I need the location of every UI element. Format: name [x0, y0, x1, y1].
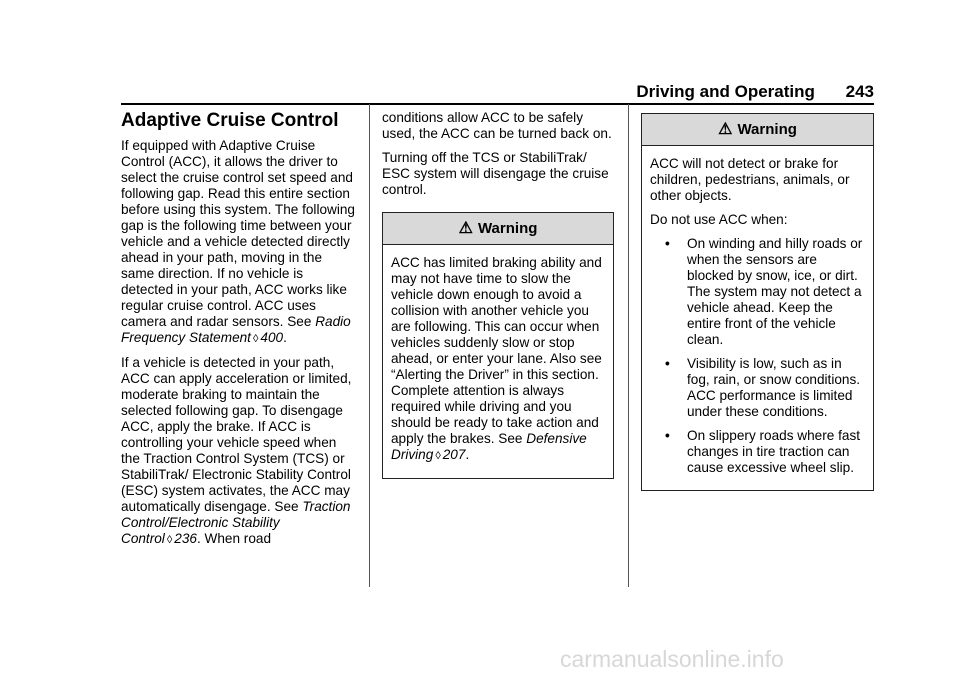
- list-item: • On winding and hilly roads or when the sensors are blocked by snow, ice, or dirt. The system may not detect a vehicle ahead. Keep the entire front of the vehicle clean.: [665, 236, 863, 347]
- warning-box: [641, 113, 874, 491]
- page-reference-icon: ◊: [435, 450, 441, 462]
- warning-text: ACC has limited braking ability and may not have time to slow the vehicle down enough to avoid a collision with another vehicle you are following. This can occur when vehicles suddenly slow or stop ahead, or enter your lane. Also see “Alerting the Driver” in this section. Complete attention is always required while driving and you should be ready to take action and apply the brakes. See Defensive Driving ◊ 207.: [391, 255, 602, 462]
- page-number: 243: [845, 82, 874, 101]
- cross-reference-page[interactable]: 236: [174, 531, 197, 546]
- paragraph: If equipped with Adaptive Cruise Control (ACC), it allows the driver to select the cruise control set speed and following gap. Read this entire section before using this system. The following gap is the following time between your vehicle and a vehicle detected directly ahead in your path, moving in the same direction. If no vehicle is detected in your path, ACC works like regular cruise control. ACC uses camera and radar sensors. See Radio Frequency Statement ◊ 400.: [121, 138, 355, 345]
- warning-title: Warning: [737, 121, 797, 138]
- page-header: [636, 82, 874, 102]
- warning-text: Do not use ACC when:: [650, 212, 788, 227]
- page-reference-icon: ◊: [166, 534, 173, 546]
- warning-triangle-icon: ⚠: [458, 220, 473, 237]
- warning-box: [382, 212, 614, 479]
- cross-reference-link[interactable]: Traction Control/Electronic Stability Control: [121, 499, 351, 546]
- paragraph: Turning off the TCS or StabiliTrak/ ESC system will disengage the cruise control.: [382, 150, 609, 197]
- warning-body: [642, 146, 873, 490]
- warning-body: [383, 245, 613, 478]
- column-divider: [369, 104, 370, 587]
- warning-header: [642, 114, 873, 146]
- warning-text: ACC will not detect or brake for children, pedestrians, animals, or other objects.: [650, 156, 850, 203]
- bullet-list: [650, 236, 865, 476]
- list-item: • Visibility is low, such as in fog, rain, or snow conditions. ACC performance is limited under these conditions.: [665, 356, 861, 419]
- section-name: Driving and Operating: [636, 82, 815, 101]
- bullet-icon: •: [665, 236, 670, 251]
- cross-reference-link[interactable]: Radio Frequency Statement: [121, 314, 351, 345]
- warning-header: [383, 213, 613, 245]
- warning-triangle-icon: ⚠: [718, 121, 733, 138]
- watermark: carmanualsonline.info: [560, 646, 784, 672]
- cross-reference-page[interactable]: 400: [260, 330, 284, 345]
- middle-column: [382, 110, 614, 479]
- left-column: [121, 110, 357, 556]
- section-title: Adaptive Cruise Control: [121, 110, 339, 131]
- header-rule: [121, 103, 874, 105]
- warning-title: Warning: [477, 220, 538, 237]
- page-reference-icon: ◊: [252, 333, 259, 345]
- bullet-icon: •: [665, 428, 670, 443]
- paragraph: conditions allow ACC to be safely used, the ACC can be turned back on.: [382, 110, 612, 141]
- cross-reference-link[interactable]: Defensive Driving: [391, 431, 587, 462]
- bullet-icon: •: [665, 356, 670, 371]
- cross-reference-page[interactable]: 207: [442, 447, 466, 462]
- column-divider: [628, 104, 629, 587]
- list-item: • On slippery roads where fast changes in tire traction can cause excessive wheel slip.: [665, 428, 861, 475]
- paragraph: If a vehicle is detected in your path, ACC can apply acceleration or limited, moderate braking to maintain the selected following gap. To disengage ACC, apply the brake. If ACC is controlling your vehicle speed when the Traction Control System (TCS) or StabiliTrak/ Electronic Stability Control (ESC) system activates, the ACC may automatically disengage. See Traction Control/Electronic Stability Control ◊ 236. When road: [121, 355, 352, 546]
- right-column: [641, 113, 874, 491]
